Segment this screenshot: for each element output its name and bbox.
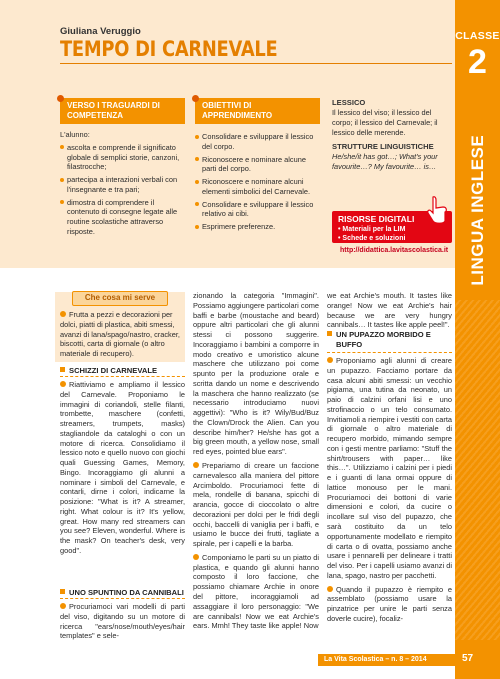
list-item: Riconoscere e nominare alcune parti del corpo. xyxy=(195,155,320,175)
page-number: 57 xyxy=(462,653,474,664)
classe-label: CLASSE xyxy=(455,30,500,42)
traguardi-list xyxy=(60,143,185,237)
bullet-icon xyxy=(60,311,66,317)
bullet-icon xyxy=(60,381,66,387)
obiettivi-heading: OBIETTIVI DI APPRENDIMENTO xyxy=(195,98,320,124)
page-title: TEMPO DI CARNEVALE xyxy=(60,37,278,61)
lessico-text: Il lessico del viso; il lessico del corpo; il lessico del Carnevale; il lessico delle merende. xyxy=(332,108,438,137)
bullet-icon xyxy=(327,357,333,363)
list-item: ascolta e comprende il significato globale di semplici storie, canzoni, filastrocche; xyxy=(60,143,185,172)
dot-icon xyxy=(192,95,199,102)
list-item: Riconoscere e nominare alcuni elementi simbolici del Carnevale. xyxy=(195,177,320,197)
risorse-item: • Materiali per la LIM xyxy=(338,226,406,234)
dot-icon xyxy=(57,95,64,102)
traguardi-heading: VERSO I TRAGUARDI DI COMPETENZA xyxy=(60,98,185,124)
list-item: partecipa a interazioni verbali con l'insegnante e tra pari; xyxy=(60,175,185,195)
schizzi-heading: SCHIZZI DI CARNEVALE xyxy=(60,366,157,376)
traguardi-box xyxy=(60,98,185,240)
side-stripes xyxy=(455,300,500,640)
pupazzo-body: Proponiamo agli alunni di creare un pupazzo. Facciamo portare da casa alcuni abiti smessi: un vecchio pigiama, una tutina da neonato, un paio di calzini orfani lisi e uno strofinaccio o un telo consumato. Invitiamoli a riempire i vestiti con carta di giornale o altro materiale di recupero morbido, mimando sempre con i gesti mentre parliamo: "Stuff the shirt/trousers with paper… like this…". Utilizziamo i calzini per i piedi e i guanti di lana ormai oppure di lattice monouso per le mani. Procuriamoci dei bottoni di varie dimensioni e colori, da cucire o incollare sul viso del pupazzo, che sarà costituito da un telo opportunamente modellato e riempito di carta o di ovatta, possiamo anche usare i pennarelli per delineare i tratti del viso. Per i capelli usiamo avanzi di lana, spago, nastro per pacchetti. Quando il pupazzo è riempito e assemblato (possiamo usare la pinzatrice per unire le parti senza doverle cucire), focaliz- xyxy=(327,356,452,623)
pupazzo-heading: UN PUPAZZO MORBIDO E BUFFO xyxy=(327,330,452,350)
che-cosa-heading: Che cosa mi serve xyxy=(55,291,185,305)
pointing-hand-icon xyxy=(425,195,449,225)
middle-column: zionando la categoria "Immagini". Possiamo aggiungere particolari come baffi e barbe (moustache and beard) oppure altri particolari che gli alunni stessi ci possono suggerire. Incoraggiamo i bambini a comporre in modo creativo e umoristico alcune maschere che utilizzano poi come spunto per la produzione orale e scritta dando un nome e descrivendo la maschera che hanno realizzato (se necessario introduciamo nuovi aggettivi): "Who is it? Wily/Bud/Buz the Clown/Drock the Alien. Can you describe him/her? He/she has got a big green mouth, a yellow nose, small red eyes, pointed blue ears". Prepariamo di creare un faccione carnevalesco alla maniera del pittore Arcimboldo. Procuriamoci fette di mela, rondelle di banana, spicchi di arancia, gocce di cioccolato o altre decorazioni per dolci per le fridi degli occhi, baccelli di vaniglia per i baffi, e usiamo le bucce dei frutti, tagliate a spirale, per i capelli e la barba. Componiamo le parti su un piatto di plastica, e quando gli alunni hanno composto il loro faccione, che possiamo chiamare Archie in onore del pittore, incoraggiamoli ad assaggiare il loro personaggio: "We are cannibals! Now we eat Archie's ears. Mmh! They taste like apple! Now xyxy=(193,291,319,631)
risorse-title: RISORSE DIGITALI xyxy=(338,214,415,224)
title-divider xyxy=(60,63,452,64)
lessico-section xyxy=(332,98,450,177)
classe-badge xyxy=(455,28,500,88)
footer-magazine: La Vita Scolastica – n. 8 – 2014 xyxy=(318,654,455,666)
spuntino-body: Procuriamoci vari modelli di parti del viso, digitando su un motore di ricerca "ears/nose/mouth/eyes/hair templates" e sele- xyxy=(60,602,185,641)
spuntino-heading: UNO SPUNTINO DA CANNIBALI xyxy=(60,588,184,598)
divider xyxy=(60,376,185,377)
right-p1: we eat Archie's mouth. It tastes like orange! Now we eat Archie's hair because we are very hungry cannibals… It tastes like apple peel!". xyxy=(327,291,452,330)
bullet-icon xyxy=(193,554,199,560)
obiettivi-box xyxy=(195,98,320,235)
divider xyxy=(327,352,452,353)
strutture-heading: STRUTTURE LINGUISTICHE xyxy=(332,142,434,152)
bullet-icon xyxy=(60,603,66,609)
che-cosa-text: Frutta a pezzi e decorazioni per dolci, piatti di plastica, abiti smessi, avanzi di lana/spago/nastro, cracker, biscotti, carta di giornale (o altro materiale di recupero). xyxy=(60,310,180,359)
lessico-heading: LESSICO xyxy=(332,98,366,107)
obiettivi-list xyxy=(195,132,320,232)
list-item: Consolidare e sviluppare il lessico del corpo. xyxy=(195,132,320,152)
list-item: dimostra di comprendere il contenuto di consegne legate alle routine scolastiche attraverso risposte. xyxy=(60,198,185,237)
list-item: Esprimere preferenze. xyxy=(195,222,320,232)
strutture-text: He/she/it has got…; What's your favourite…? My favourite… is… xyxy=(332,152,438,172)
author: Giuliana Veruggio xyxy=(60,26,141,37)
bullet-icon xyxy=(327,586,333,592)
right-column xyxy=(327,291,452,334)
middle-p1: zionando la categoria "Immagini". Possiamo aggiungere particolari come baffi e barbe (moustache and beard) oppure altri particolari che gli alunni stessi ci possono suggerire. Incoraggiamo i bambini a comporre in modo creativo e umoristico alcune maschere che utilizzano poi come spunto per la produzione orale e scritta dando un nome e descrivendo la maschera che hanno realizzato (se necessario introduciamo nuovi aggettivi): "Who is it? Wily/Bud/Buz the Clown/Drock the Alien. Can you describe him/her? He/she has got a big green mouth, a yellow nose, small red eyes, pointed blue ears". xyxy=(193,291,319,457)
classe-number: 2 xyxy=(468,42,487,81)
schizzi-body: Riattiviamo e ampliamo il lessico del Carnevale. Proponiamo le immagini di coriandoli, stelle filanti, trombette, maschere (confetti, streamers, trumpets, masks) stagliandole da cataloghi o con un motore di ricerca. Consolidiamo il lessico noto e quello nuovo con giochi quali Guessing Games, Memory, Bingo. Incoraggiamo gli alunni a nominare i simboli del Carnevale, e contarli, dirne i colori, indicarne la posizione: "What is it? A streamer, right. What colour is it? It's yellow, great. How many red streamers can you see? Eleven, wonderful. Where is the mask? On teacher's desk, very good". xyxy=(60,380,185,556)
list-item: Consolidare e sviluppare il lessico relativo ai cibi. xyxy=(195,200,320,220)
subject-label: LINGUA INGLESE xyxy=(467,134,487,286)
risorse-item: • Schede e soluzioni xyxy=(338,235,406,243)
risorse-link[interactable]: http://didattica.lavitascolastica.it xyxy=(340,247,449,254)
divider xyxy=(60,598,185,599)
bullet-icon xyxy=(193,462,199,468)
traguardi-intro: L'alunno: xyxy=(60,130,90,139)
